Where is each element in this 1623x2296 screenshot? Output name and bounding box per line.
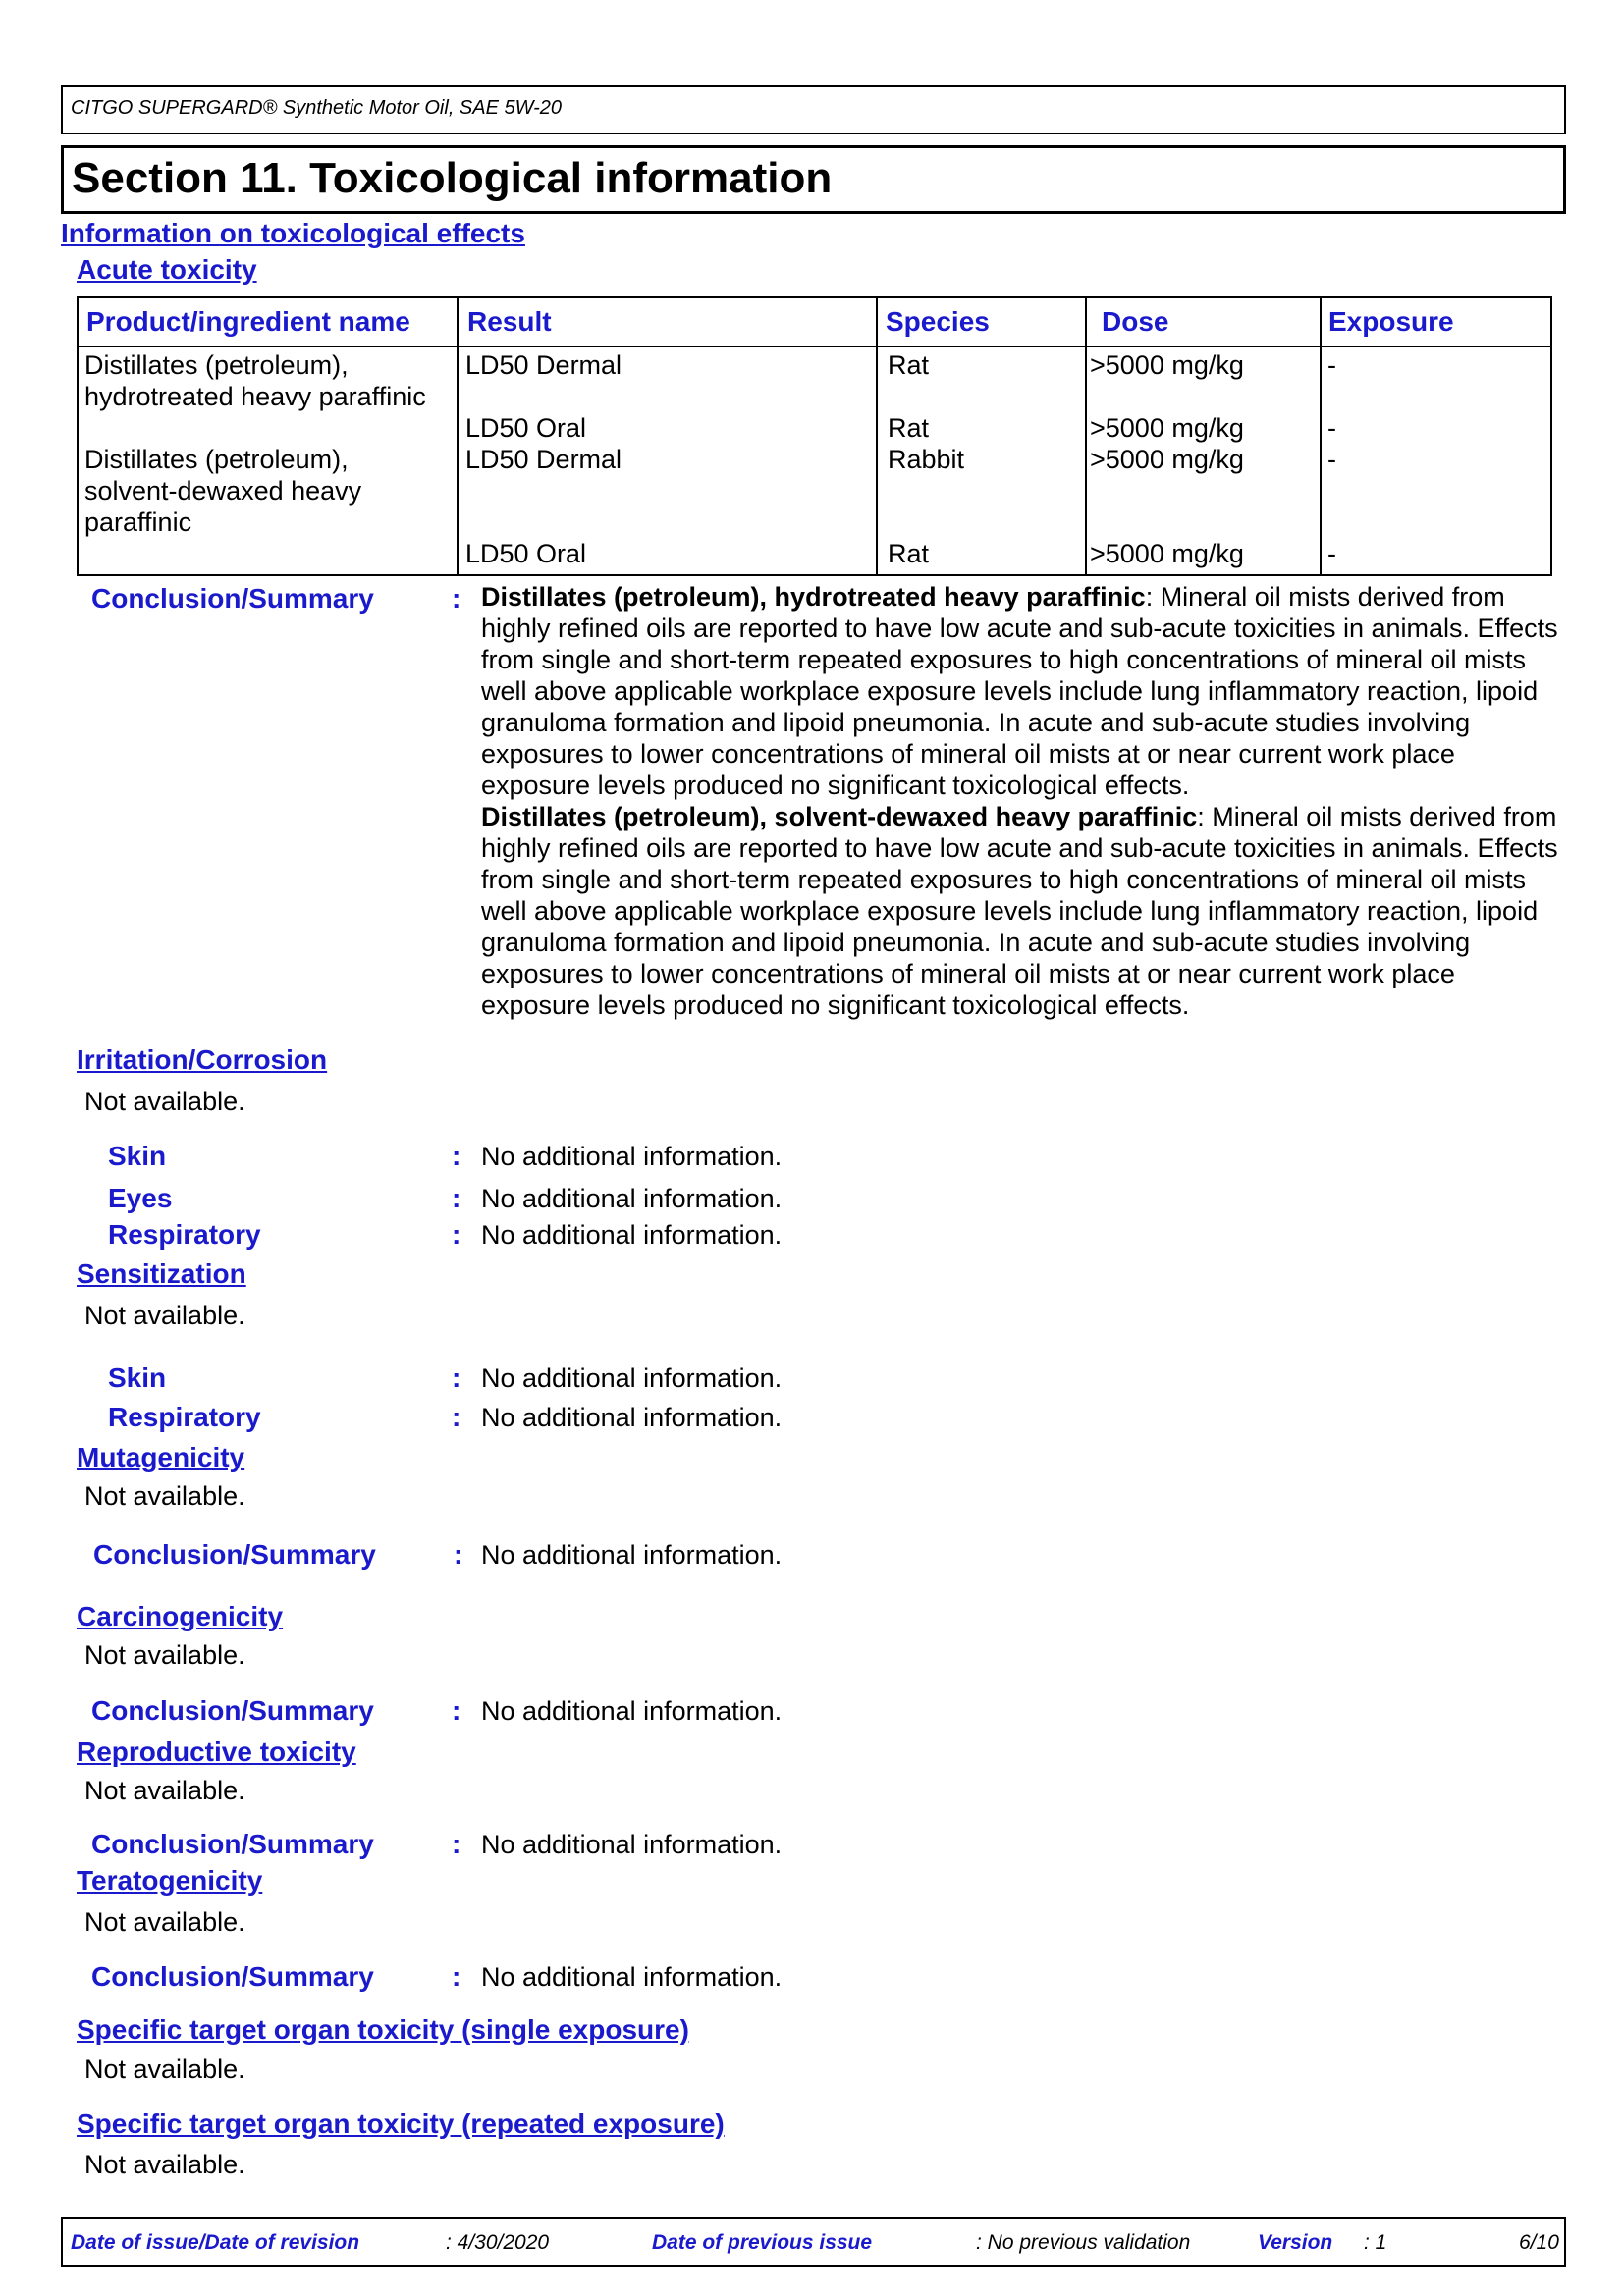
footer-issue-label: Date of issue/Date of revision <box>71 2231 360 2254</box>
acute-toxicity-table <box>77 296 1552 576</box>
footer-version-label: Version <box>1258 2231 1333 2254</box>
stot-single-not-available: Not available. <box>84 2055 245 2084</box>
carcinogenicity-conclusion-label: Conclusion/Summary <box>91 1695 374 1726</box>
colon: : <box>454 1539 463 1570</box>
irritation-heading[interactable]: Irritation/Corrosion <box>77 1044 328 1075</box>
reproductive-toxicity-heading[interactable]: Reproductive toxicity <box>77 1736 356 1767</box>
acute-conclusion-text <box>481 581 1561 1021</box>
col-header-exposure: Exposure <box>1328 306 1454 337</box>
row-2-species: Rat <box>888 413 930 443</box>
mutagenicity-conclusion-value: No additional information. <box>481 1540 783 1570</box>
acute-toxicity-heading[interactable]: Acute toxicity <box>77 254 257 285</box>
row-2-exposure: - <box>1327 413 1336 443</box>
sensitization-skin-label: Skin <box>108 1362 167 1393</box>
section-title: Section 11. Toxicological information <box>72 154 833 202</box>
mutagenicity-conclusion-label: Conclusion/Summary <box>93 1539 376 1570</box>
colon: : <box>452 1141 461 1171</box>
row-4-dose: >5000 mg/kg <box>1090 539 1244 568</box>
irritation-respiratory-label: Respiratory <box>108 1219 261 1250</box>
ingredient-2-name-line2: solvent-dewaxed heavy <box>84 476 362 506</box>
ingredient-1-name-line2: hydrotreated heavy paraffinic <box>84 382 426 411</box>
row-1-exposure: - <box>1327 350 1336 380</box>
sensitization-respiratory-label: Respiratory <box>108 1402 261 1432</box>
irritation-eyes-label: Eyes <box>108 1183 173 1213</box>
stot-repeated-not-available: Not available. <box>84 2150 245 2179</box>
row-4-species: Rat <box>888 539 930 568</box>
irritation-eyes-value: No additional information. <box>481 1184 783 1213</box>
conclusion-bold-2: Distillates (petroleum), solvent-dewaxed heavy paraffinic <box>481 802 1198 831</box>
carcinogenicity-heading[interactable]: Carcinogenicity <box>77 1601 284 1631</box>
row-3-exposure: - <box>1327 445 1336 474</box>
col-header-result: Result <box>467 306 552 337</box>
mutagenicity-not-available: Not available. <box>84 1481 245 1511</box>
reproductive-not-available: Not available. <box>84 1776 245 1805</box>
stot-repeated-heading[interactable]: Specific target organ toxicity (repeated exposure) <box>77 2109 725 2139</box>
irritation-skin-value: No additional information. <box>481 1142 783 1171</box>
reproductive-conclusion-value: No additional information. <box>481 1830 783 1859</box>
conclusion-text-1: : Mineral oil mists derived from highly refined oils are reported to have low acute and sub-acute toxicities in animals. Effects from single and short-term repeated exposures to high concentrations of mineral oil mists well above applicable workplace exposure levels include lung inflammatory reaction, lipoid granuloma formation and lipoid pneumonia. In acute and sub-acute studies involving exposures to lower concentrations of mineral oil mists at or near current work place exposure levels produced no significant toxicological effects. <box>481 582 1558 800</box>
irritation-respiratory-value: No additional information. <box>481 1220 783 1250</box>
footer-previous-value: : No previous validation <box>976 2231 1191 2254</box>
sensitization-not-available: Not available. <box>84 1301 245 1330</box>
conclusion-bold-1: Distillates (petroleum), hydrotreated heavy paraffinic <box>481 582 1146 612</box>
col-header-product: Product/ingredient name <box>86 306 410 337</box>
ingredient-2-name-line1: Distillates (petroleum), <box>84 445 349 474</box>
row-1-result: LD50 Dermal <box>465 350 622 380</box>
footer-page-number: 6/10 <box>1519 2231 1559 2254</box>
acute-conclusion-label: Conclusion/Summary <box>91 583 374 614</box>
product-name: CITGO SUPERGARD® Synthetic Motor Oil, SAE 5W-20 <box>71 97 563 119</box>
teratogenicity-not-available: Not available. <box>84 1907 245 1937</box>
sensitization-heading[interactable]: Sensitization <box>77 1258 246 1289</box>
footer-version-value: : 1 <box>1364 2231 1387 2254</box>
footer-previous-label: Date of previous issue <box>652 2231 873 2254</box>
ingredient-2-name-line3: paraffinic <box>84 507 192 537</box>
teratogenicity-conclusion-label: Conclusion/Summary <box>91 1961 374 1992</box>
row-1-species: Rat <box>888 350 930 380</box>
colon: : <box>452 1402 461 1432</box>
footer-issue-value: : 4/30/2020 <box>446 2231 550 2254</box>
ingredient-1-name-line1: Distillates (petroleum), <box>84 350 349 380</box>
section-title-box <box>61 145 1566 214</box>
row-3-dose: >5000 mg/kg <box>1090 445 1244 474</box>
row-2-result: LD50 Oral <box>465 413 587 443</box>
reproductive-conclusion-label: Conclusion/Summary <box>91 1829 374 1859</box>
carcinogenicity-not-available: Not available. <box>84 1640 245 1670</box>
stot-single-heading[interactable]: Specific target organ toxicity (single exposure) <box>77 2014 689 2045</box>
colon: : <box>452 1829 461 1859</box>
colon: : <box>452 1183 461 1213</box>
carcinogenicity-conclusion-value: No additional information. <box>481 1696 783 1726</box>
teratogenicity-heading[interactable]: Teratogenicity <box>77 1865 263 1896</box>
colon: : <box>452 1695 461 1726</box>
row-3-species: Rabbit <box>888 445 965 474</box>
info-toxicological-effects-link[interactable]: Information on toxicological effects <box>61 218 525 248</box>
row-3-result: LD50 Dermal <box>465 445 622 474</box>
colon: : <box>452 1219 461 1250</box>
col-header-species: Species <box>886 306 990 337</box>
irritation-skin-label: Skin <box>108 1141 167 1171</box>
row-2-dose: >5000 mg/kg <box>1090 413 1244 443</box>
mutagenicity-heading[interactable]: Mutagenicity <box>77 1442 245 1472</box>
document-header <box>61 85 1566 134</box>
sensitization-skin-value: No additional information. <box>481 1363 783 1393</box>
colon: : <box>452 1961 461 1992</box>
document-footer <box>61 2217 1566 2267</box>
acute-conclusion-colon: : <box>452 583 461 614</box>
conclusion-text-2: : Mineral oil mists derived from highly refined oils are reported to have low acute and sub-acute toxicities in animals. Effects from single and short-term repeated exposures to high concentrations of mineral oil mists well above applicable workplace exposure levels include lung inflammatory reaction, lipoid granuloma formation and lipoid pneumonia. In acute and sub-acute studies involving exposures to lower concentrations of mineral oil mists at or near current work place exposure levels produced no significant toxicological effects. <box>481 802 1558 1020</box>
teratogenicity-conclusion-value: No additional information. <box>481 1962 783 1992</box>
row-1-dose: >5000 mg/kg <box>1090 350 1244 380</box>
row-4-exposure: - <box>1327 539 1336 568</box>
row-4-result: LD50 Oral <box>465 539 587 568</box>
colon: : <box>452 1362 461 1393</box>
col-header-dose: Dose <box>1102 306 1169 337</box>
sensitization-respiratory-value: No additional information. <box>481 1403 783 1432</box>
irritation-not-available: Not available. <box>84 1087 245 1116</box>
